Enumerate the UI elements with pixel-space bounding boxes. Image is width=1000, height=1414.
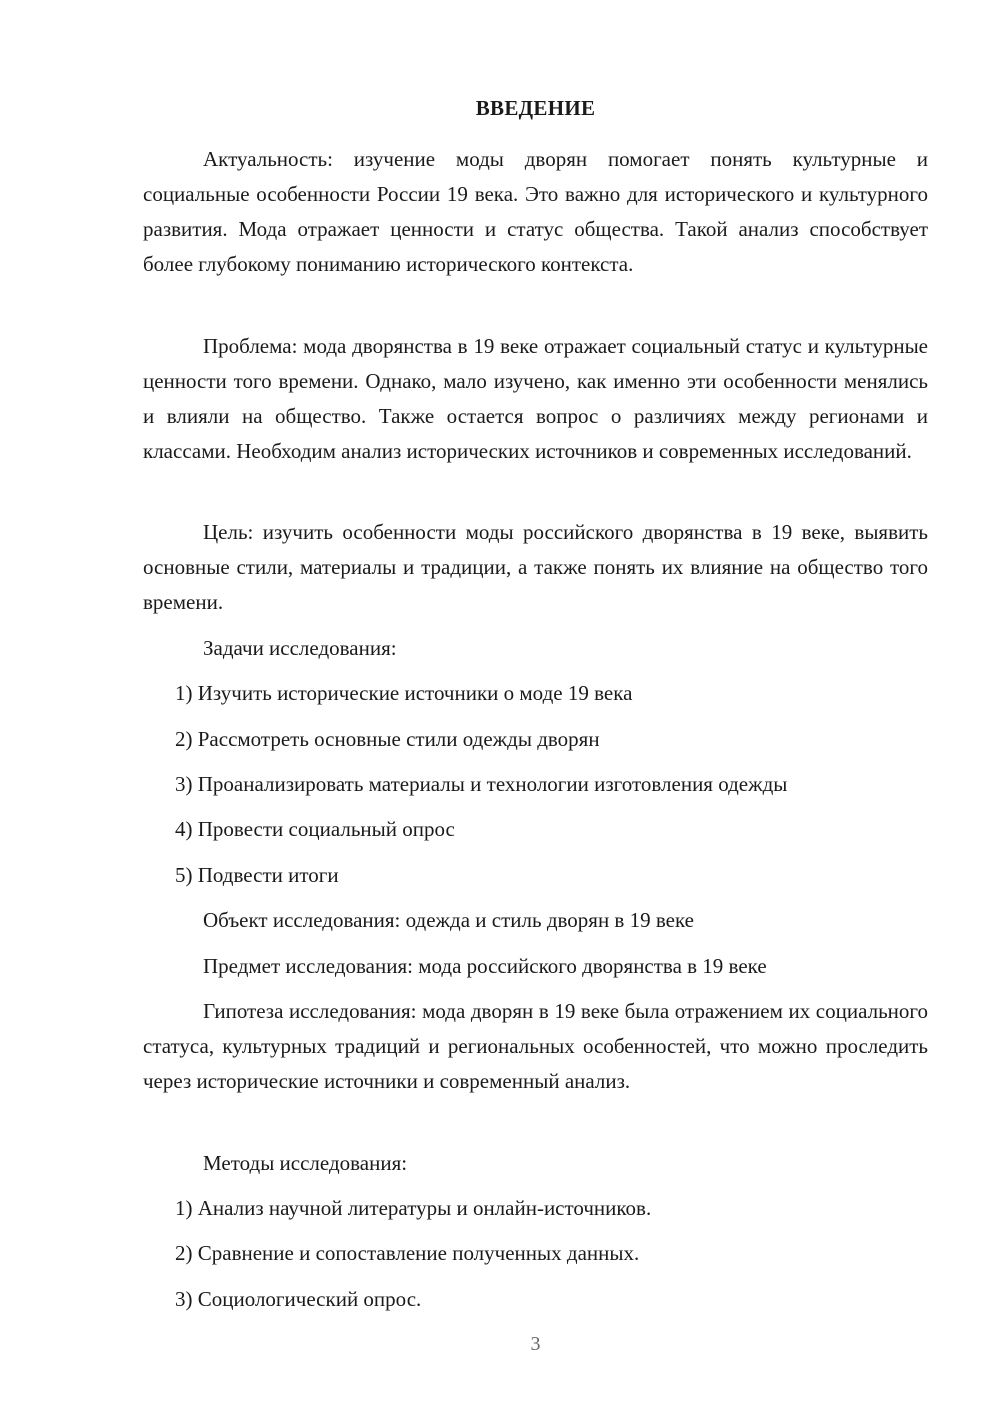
goal-paragraph: Цель: изучить особенности моды российского дворянства в 19 веке, выявить основные стили, материалы и традиции, а также понять их влияние на общество того времени. bbox=[143, 520, 928, 614]
problem-paragraph: Проблема: мода дворянства в 19 веке отражает социальный статус и культурные ценности того времени. Однако, мало изучено, как именно эти особенности менялись и влияли на общество. Также остается вопрос о различиях между регионами и классами. Необходим анализ исторических источников и современных исследований. bbox=[143, 334, 928, 463]
relevance-paragraph: Актуальность: изучение моды дворян помогает понять культурные и социальные особенности России 19 века. Это важно для исторического и культурного развития. Мода отражает ценности и статус общества. Такой анализ способствует более глубокому пониманию исторического контекста. bbox=[143, 147, 928, 276]
task-item: 3) Проанализировать материалы и технологии изготовления одежды bbox=[175, 772, 788, 796]
method-item: 3) Социологический опрос. bbox=[175, 1287, 422, 1311]
task-item: 2) Рассмотреть основные стили одежды дворян bbox=[175, 727, 600, 751]
hypothesis-paragraph: Гипотеза исследования: мода дворян в 19 веке была отражением их социального статуса, культурных традиций и региональных особенностей, что можно проследить через исторические источники и современный анализ. bbox=[143, 999, 928, 1093]
task-item: 5) Подвести итоги bbox=[175, 863, 339, 887]
page-title: ВВЕДЕНИЕ bbox=[475, 96, 596, 120]
document-page bbox=[143, 0, 928, 1414]
research-object: Объект исследования: одежда и стиль дворян в 19 веке bbox=[203, 908, 694, 932]
research-subject: Предмет исследования: мода российского дворянства в 19 веке bbox=[203, 954, 767, 978]
page-number: 3 bbox=[530, 1333, 541, 1355]
task-item: 1) Изучить исторические источники о моде 19 века bbox=[175, 681, 633, 705]
tasks-heading: Задачи исследования: bbox=[203, 636, 397, 660]
task-item: 4) Провести социальный опрос bbox=[175, 817, 455, 841]
method-item: 2) Сравнение и сопоставление полученных данных. bbox=[175, 1241, 640, 1265]
methods-heading: Методы исследования: bbox=[203, 1151, 408, 1175]
method-item: 1) Анализ научной литературы и онлайн-источников. bbox=[175, 1196, 652, 1220]
